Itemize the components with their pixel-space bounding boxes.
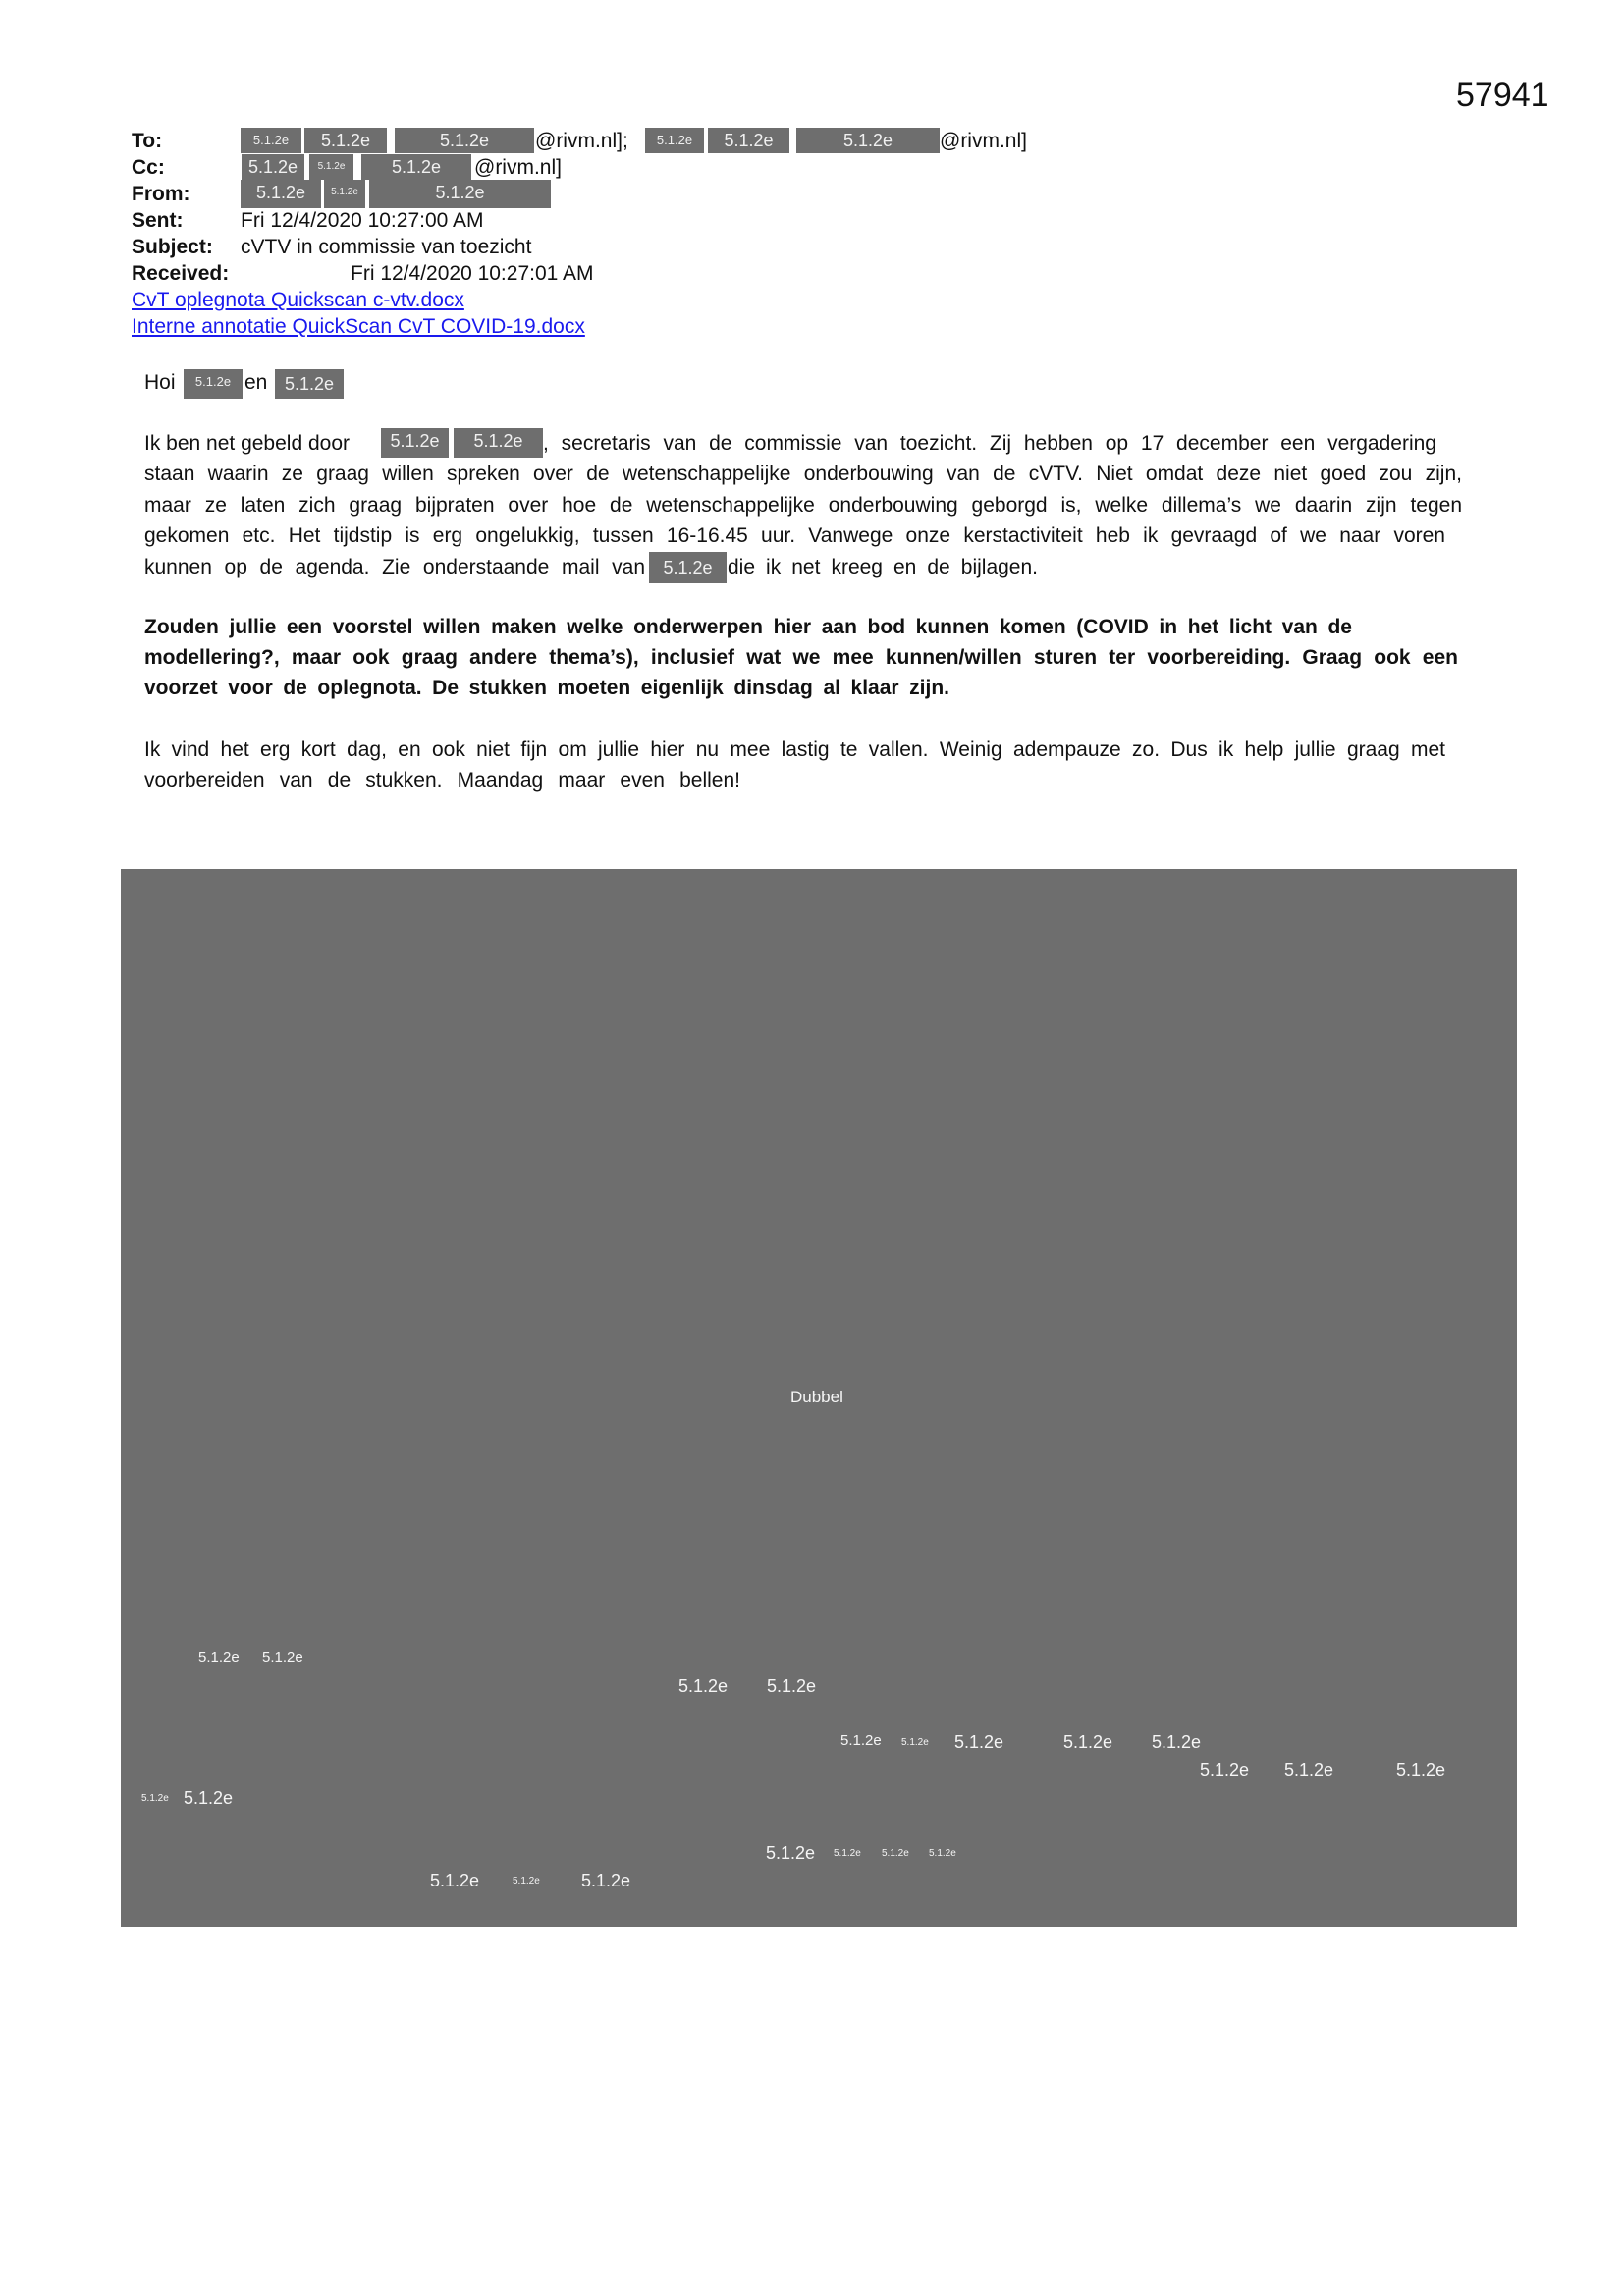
- redaction: 5.1.2e: [708, 128, 789, 153]
- body-text: voorbereiden van de stukken. Maandag maar even bellen!: [144, 769, 740, 792]
- redaction: 5.1.2e: [275, 369, 344, 399]
- greeting: Hoi: [144, 371, 176, 394]
- body-text: , secretaris van de commissie van toezicht. Zij hebben op 17 december een vergadering: [543, 432, 1436, 455]
- redaction-label: 5.1.2e: [513, 1876, 540, 1886]
- redaction: 5.1.2e: [649, 552, 727, 583]
- redaction-label: 5.1.2e: [1152, 1732, 1202, 1752]
- body-text-bold: modellering?, maar ook graag andere thema’s), inclusief wat we mee kunnen/willen sturen ter voorbereiding. Graag ook een: [144, 646, 1458, 669]
- redaction-label: 5.1.2e: [1063, 1732, 1113, 1752]
- redaction-label: 5.1.2e: [184, 1788, 234, 1808]
- redaction-label: 5.1.2e: [882, 1848, 909, 1859]
- attachment-link[interactable]: Interne annotatie QuickScan CvT COVID-19.docx: [132, 315, 585, 338]
- cc-label: Cc:: [132, 156, 165, 179]
- redaction: 5.1.2e: [242, 154, 304, 180]
- redaction-label: 5.1.2e: [766, 1843, 816, 1863]
- redaction: 5.1.2e: [304, 128, 387, 153]
- redaction-label: 5.1.2e: [840, 1732, 882, 1749]
- redaction: 5.1.2e: [369, 180, 551, 208]
- to-domain: @rivm.nl];: [535, 130, 628, 152]
- sent-value: Fri 12/4/2020 10:27:00 AM: [241, 209, 484, 232]
- redaction-label: 5.1.2e: [1396, 1760, 1446, 1779]
- redaction: 5.1.2e: [381, 428, 449, 458]
- from-label: From:: [132, 183, 190, 205]
- subject-label: Subject:: [132, 236, 213, 258]
- body-text-bold: Zouden jullie een voorstel willen maken welke onderwerpen hier aan bod kunnen komen (COVID in het licht van de: [144, 616, 1352, 638]
- redaction-label: 5.1.2e: [954, 1732, 1004, 1752]
- body-text: maar ze laten zich graag bijpraten over hoe de wetenschappelijke onderbouwing geborgd is, welke dillema’s we daarin zijn tegen: [144, 494, 1462, 517]
- to-label: To:: [132, 130, 163, 152]
- redaction-label: 5.1.2e: [901, 1737, 929, 1748]
- body-text: Ik vind het erg kort dag, en ook niet fijn om jullie hier nu mee lastig te vallen. Weinig adempauze zo. Dus ik help jullie graag met: [144, 738, 1445, 761]
- redaction-label: 5.1.2e: [198, 1649, 240, 1666]
- body-text: kunnen op de agenda. Zie onderstaande mail van: [144, 556, 645, 578]
- body-text-bold: voorzet voor de oplegnota. De stukken moeten eigenlijk dinsdag al klaar zijn.: [144, 677, 949, 699]
- document-number: 57941: [1456, 77, 1549, 114]
- redaction: 5.1.2e: [361, 154, 471, 180]
- redaction: 5.1.2e: [241, 128, 301, 153]
- redaction-label: 5.1.2e: [581, 1871, 631, 1890]
- to-domain: @rivm.nl]: [940, 130, 1027, 152]
- redacted-block-label: Dubbel: [790, 1388, 843, 1406]
- sent-label: Sent:: [132, 209, 184, 232]
- redaction: 5.1.2e: [454, 428, 543, 458]
- redaction-label: 5.1.2e: [678, 1676, 729, 1696]
- redaction-label: 5.1.2e: [834, 1848, 861, 1859]
- redaction: 5.1.2e: [796, 128, 940, 153]
- redaction-label: 5.1.2e: [1284, 1760, 1334, 1779]
- body-text: gekomen etc. Het tijdstip is erg ongelukkig, tussen 16-16.45 uur. Vanwege onze kerstactiviteit heb ik gevraagd of we naar voren: [144, 524, 1445, 547]
- attachment-link[interactable]: CvT oplegnota Quickscan c-vtv.docx: [132, 289, 464, 311]
- redaction: 5.1.2e: [645, 128, 704, 153]
- redaction: 5.1.2e: [309, 154, 353, 180]
- redaction: 5.1.2e: [241, 180, 321, 208]
- redaction-label: 5.1.2e: [767, 1676, 817, 1696]
- redaction: 5.1.2e: [395, 128, 534, 153]
- redaction-label: 5.1.2e: [929, 1848, 956, 1859]
- subject-value: cVTV in commissie van toezicht: [241, 236, 532, 258]
- cc-domain: @rivm.nl]: [474, 156, 562, 179]
- redaction-label: 5.1.2e: [430, 1871, 480, 1890]
- body-text: Ik ben net gebeld door: [144, 432, 350, 455]
- greeting-and: en: [244, 371, 268, 394]
- redaction-label: 5.1.2e: [1200, 1760, 1250, 1779]
- redaction-label: 5.1.2e: [141, 1793, 169, 1804]
- received-label: Received:: [132, 262, 230, 285]
- body-text: die ik net kreeg en de bijlagen.: [728, 556, 1038, 578]
- redacted-block: [121, 869, 1517, 1927]
- redaction: 5.1.2e: [184, 369, 243, 399]
- redaction: 5.1.2e: [324, 180, 365, 208]
- received-value: Fri 12/4/2020 10:27:01 AM: [351, 262, 594, 285]
- body-text: staan waarin ze graag willen spreken over de wetenschappelijke onderbouwing van de cVTV. Niet omdat deze niet goed zou zijn,: [144, 463, 1462, 485]
- redaction-label: 5.1.2e: [262, 1649, 303, 1666]
